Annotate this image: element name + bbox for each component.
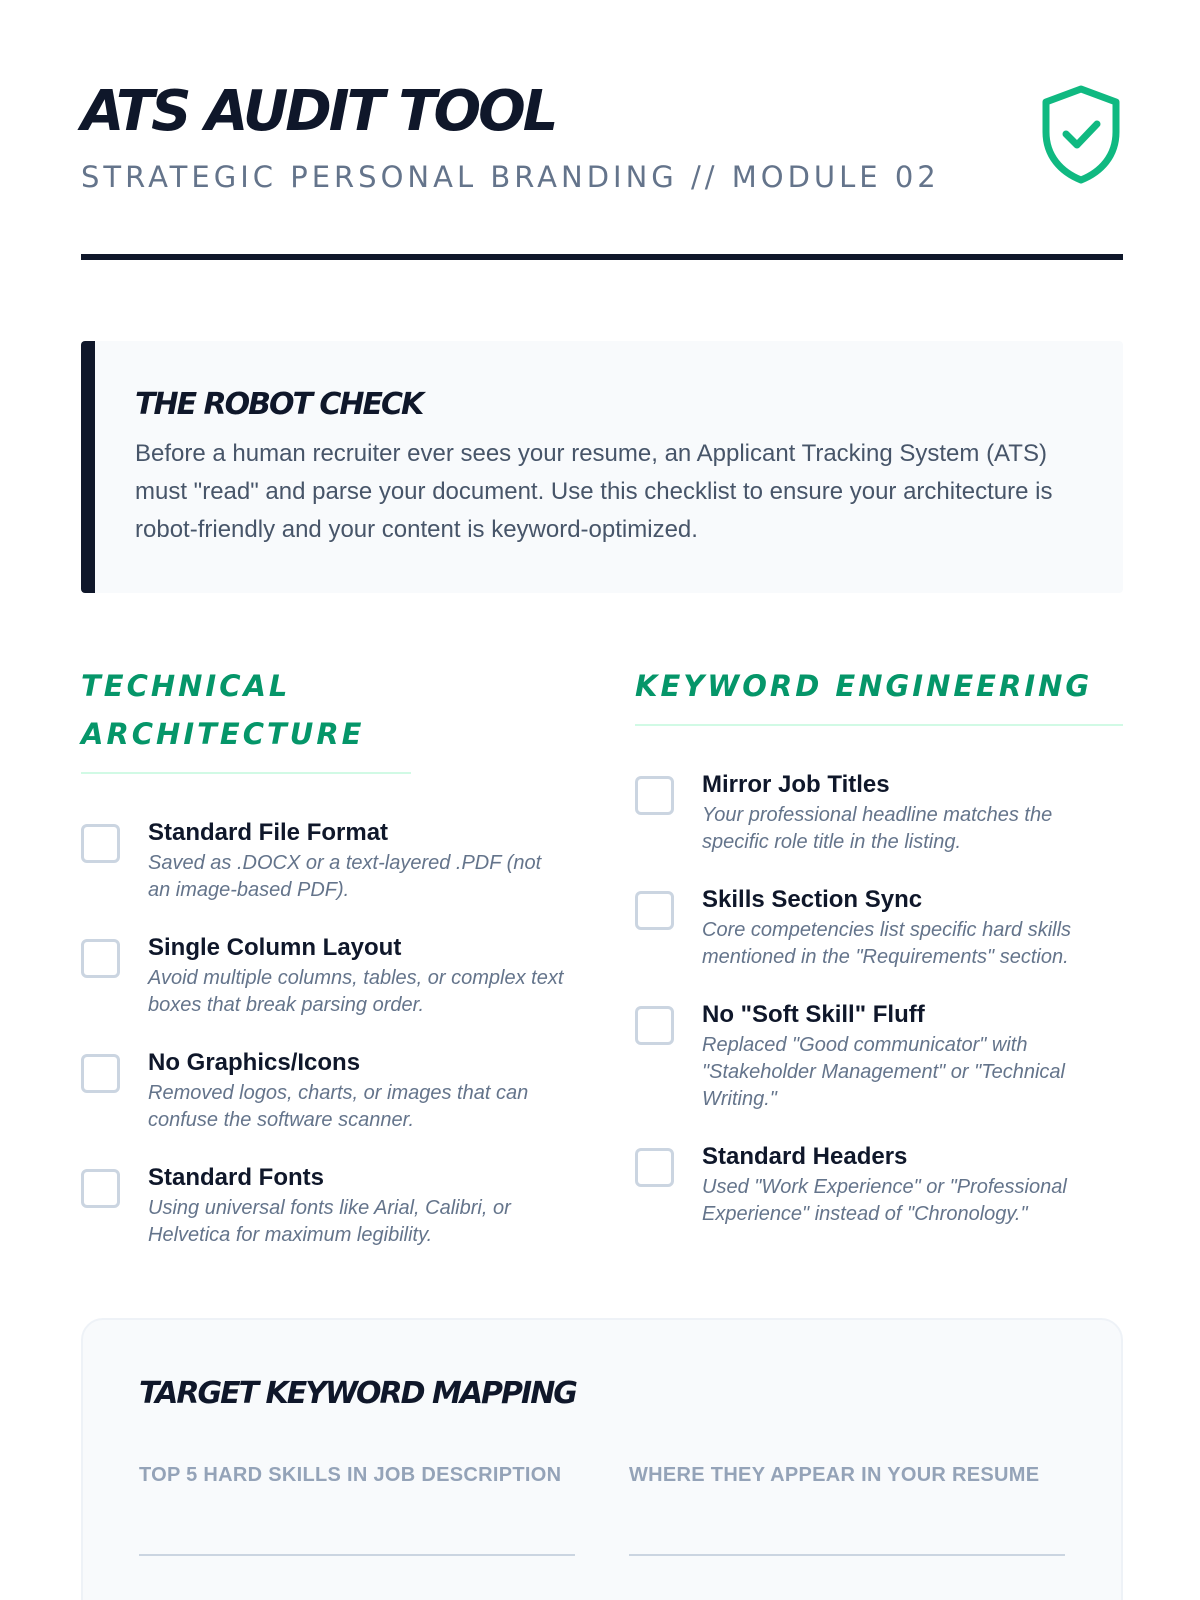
item-description: Your professional headline matches the specific role title in the listing. <box>702 804 1053 853</box>
item-title: Standard File Format <box>148 819 389 846</box>
checklist-item <box>635 1000 1123 1113</box>
keyword-mapping-card <box>81 1318 1123 1600</box>
checkbox[interactable] <box>81 824 120 863</box>
item-title: No "Soft Skill" Fluff <box>702 1001 925 1028</box>
mapping-column-skills <box>139 1462 575 1556</box>
mapping-title: TARGET KEYWORD MAPPING <box>139 1376 576 1411</box>
item-title: Single Column Layout <box>148 934 402 961</box>
section-heading-technical: TECHNICAL ARCHITECTURE <box>81 662 411 774</box>
callout-body: Before a human recruiter ever sees your resume, an Applicant Tracking System (ATS) must "read" and parse your document. Use this checklist to ensure your architecture is robot-friendly and your content is keyword-optimized. <box>135 440 1053 543</box>
keyword-engineering-section <box>635 662 1123 1228</box>
checkbox[interactable] <box>635 1148 674 1187</box>
header-divider <box>81 254 1123 260</box>
section-heading-keyword: KEYWORD ENGINEERING <box>635 662 1123 726</box>
checkbox[interactable] <box>635 891 674 930</box>
item-description: Removed logos, charts, or images that can confuse the software scanner. <box>148 1082 529 1131</box>
page-subtitle: STRATEGIC PERSONAL BRANDING // MODULE 02 <box>81 160 940 194</box>
skills-write-line[interactable] <box>139 1554 575 1556</box>
item-description: Avoid multiple columns, tables, or complex text boxes that break parsing order. <box>148 967 564 1016</box>
checklist-item <box>635 885 1123 971</box>
checkbox[interactable] <box>635 776 674 815</box>
mapping-columns <box>139 1462 1065 1556</box>
checkbox[interactable] <box>81 1169 120 1208</box>
item-description: Used "Work Experience" or "Professional Experience" instead of "Chronology." <box>702 1176 1067 1225</box>
resume-write-line[interactable] <box>629 1554 1065 1556</box>
checkbox[interactable] <box>81 939 120 978</box>
page-title: ATS AUDIT TOOL <box>81 79 556 144</box>
item-title: Mirror Job Titles <box>702 771 890 798</box>
callout-title: THE ROBOT CHECK <box>135 387 423 422</box>
item-title: No Graphics/Icons <box>148 1049 361 1076</box>
mapping-column-resume <box>629 1462 1065 1556</box>
checkbox[interactable] <box>635 1006 674 1045</box>
checklist-item <box>81 933 568 1019</box>
mapping-label-resume: WHERE THEY APPEAR IN YOUR RESUME <box>629 1464 1040 1486</box>
mapping-label-skills: TOP 5 HARD SKILLS IN JOB DESCRIPTION <box>139 1464 562 1486</box>
technical-architecture-section <box>81 662 568 1249</box>
item-description: Core competencies list specific hard skills mentioned in the "Requirements" section. <box>702 919 1072 968</box>
shield-check-icon <box>1039 84 1123 184</box>
robot-check-callout <box>81 341 1123 593</box>
checkbox[interactable] <box>81 1054 120 1093</box>
checklist-item <box>81 1048 568 1134</box>
checklist-item <box>81 818 568 904</box>
item-description: Saved as .DOCX or a text-layered .PDF (not an image-based PDF). <box>148 852 542 901</box>
item-title: Skills Section Sync <box>702 886 923 913</box>
item-description: Using universal fonts like Arial, Calibri, or Helvetica for maximum legibility. <box>148 1197 511 1246</box>
page-header <box>81 80 1123 260</box>
checklist-item <box>635 1142 1123 1228</box>
checklist-item <box>635 770 1123 856</box>
checklist-item <box>81 1163 568 1249</box>
item-description: Replaced "Good communicator" with "Stakeholder Management" or "Technical Writing." <box>702 1034 1065 1110</box>
item-title: Standard Fonts <box>148 1164 325 1191</box>
item-title: Standard Headers <box>702 1143 908 1170</box>
